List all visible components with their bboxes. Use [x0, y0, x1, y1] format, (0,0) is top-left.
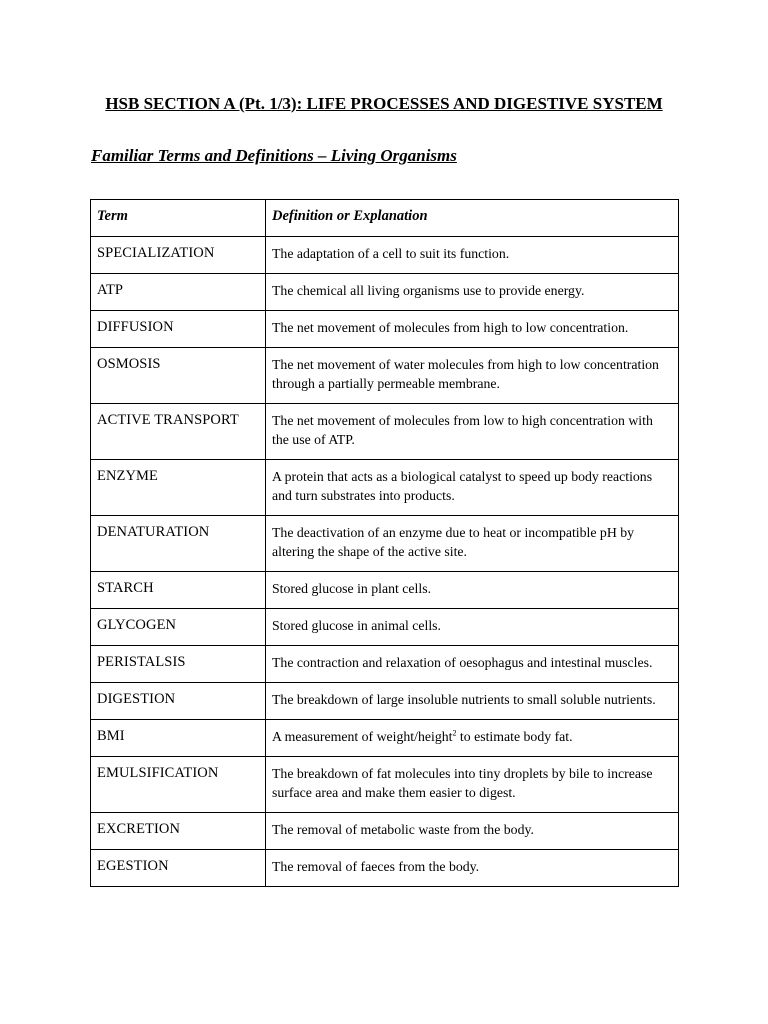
- term-cell: PERISTALSIS: [91, 646, 266, 683]
- table-row: [91, 850, 679, 887]
- table-row: [91, 516, 679, 572]
- term-cell: DENATURATION: [91, 516, 266, 572]
- term-cell: GLYCOGEN: [91, 609, 266, 646]
- term-cell: DIGESTION: [91, 683, 266, 720]
- term-cell: EMULSIFICATION: [91, 757, 266, 813]
- definition-cell: Stored glucose in animal cells.: [266, 609, 679, 646]
- table-row: [91, 572, 679, 609]
- definition-cell: The removal of faeces from the body.: [266, 850, 679, 887]
- table-header-row: [91, 200, 679, 237]
- definition-cell: The chemical all living organisms use to provide energy.: [266, 274, 679, 311]
- table-row: [91, 720, 679, 757]
- table-row: [91, 609, 679, 646]
- definition-cell: [266, 720, 679, 757]
- table-row: [91, 348, 679, 404]
- table-row: [91, 460, 679, 516]
- definition-column-header: Definition or Explanation: [266, 200, 679, 237]
- term-cell: ENZYME: [91, 460, 266, 516]
- table-row: [91, 757, 679, 813]
- superscript-exponent: 2: [452, 728, 457, 738]
- term-cell: SPECIALIZATION: [91, 237, 266, 274]
- table-row: [91, 237, 679, 274]
- definition-text: to estimate body fat.: [456, 729, 573, 744]
- section-heading: Familiar Terms and Definitions – Living Organisms: [91, 146, 457, 165]
- definition-cell: The breakdown of fat molecules into tiny droplets by bile to increase surface area and make them easier to digest.: [266, 757, 679, 813]
- definition-text: A measurement of weight/height: [272, 729, 453, 744]
- term-cell: EGESTION: [91, 850, 266, 887]
- term-cell: EXCRETION: [91, 813, 266, 850]
- definition-cell: The adaptation of a cell to suit its function.: [266, 237, 679, 274]
- term-cell: ACTIVE TRANSPORT: [91, 404, 266, 460]
- definition-cell: The net movement of water molecules from high to low concentration through a partially permeable membrane.: [266, 348, 679, 404]
- table-row: [91, 404, 679, 460]
- term-cell: OSMOSIS: [91, 348, 266, 404]
- table-row: [91, 274, 679, 311]
- term-cell: STARCH: [91, 572, 266, 609]
- term-cell: DIFFUSION: [91, 311, 266, 348]
- definition-cell: Stored glucose in plant cells.: [266, 572, 679, 609]
- definition-cell: The net movement of molecules from low to high concentration with the use of ATP.: [266, 404, 679, 460]
- definition-cell: The net movement of molecules from high to low concentration.: [266, 311, 679, 348]
- term-cell: BMI: [91, 720, 266, 757]
- definition-cell: The contraction and relaxation of oesophagus and intestinal muscles.: [266, 646, 679, 683]
- table-row: [91, 683, 679, 720]
- page-title: HSB SECTION A (Pt. 1/3): LIFE PROCESSES AND DIGESTIVE SYSTEM: [105, 94, 663, 113]
- definition-cell: The breakdown of large insoluble nutrients to small soluble nutrients.: [266, 683, 679, 720]
- term-column-header: Term: [91, 200, 266, 237]
- term-cell: ATP: [91, 274, 266, 311]
- table-row: [91, 646, 679, 683]
- definition-cell: The removal of metabolic waste from the body.: [266, 813, 679, 850]
- terms-table: [90, 199, 679, 887]
- table-row: [91, 813, 679, 850]
- table-row: [91, 311, 679, 348]
- definition-cell: A protein that acts as a biological catalyst to speed up body reactions and turn substrates into products.: [266, 460, 679, 516]
- definition-cell: The deactivation of an enzyme due to heat or incompatible pH by altering the shape of the active site.: [266, 516, 679, 572]
